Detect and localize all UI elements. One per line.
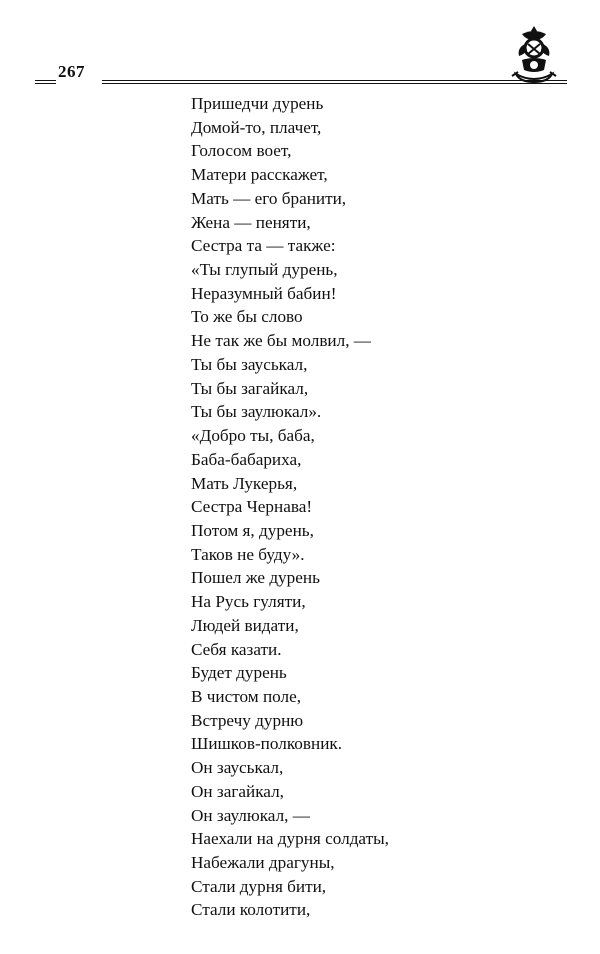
- verse-line: Баба-бабариха,: [191, 449, 302, 469]
- verse-line: Голосом воет,: [191, 141, 292, 161]
- verse-line: То же бы слово: [191, 307, 303, 327]
- verse-line: Встречу дурню: [191, 710, 304, 730]
- verse-line: Сестра та — также:: [191, 236, 336, 256]
- verse-line: «Ты глупый дурень,: [191, 260, 338, 280]
- verse-line: Пошел же дурень: [191, 568, 320, 588]
- verse-text: [191, 92, 389, 922]
- verse-line: Пришедчи дурень: [191, 94, 324, 113]
- verse-line: Матери расскажет,: [191, 165, 328, 185]
- verse-line: Жена — пеняти,: [191, 212, 311, 232]
- verse-line: Стали дурня бити,: [191, 876, 327, 896]
- verse-line: Он загайкал,: [191, 781, 284, 801]
- header-rule-thin: [35, 83, 567, 84]
- header-rule: [35, 80, 567, 81]
- verse-line: Не так же бы молвил, —: [191, 331, 371, 351]
- verse-line: Мать — его бранити,: [191, 188, 347, 208]
- verse-line: Себя казати.: [191, 639, 282, 659]
- verse-line: Людей видати,: [191, 615, 299, 635]
- verse-line: Шишков-полковник.: [191, 734, 343, 754]
- verse-line: В чистом поле,: [191, 686, 302, 706]
- verse-line: Сестра Чернава!: [191, 497, 313, 517]
- verse-line: На Русь гуляти,: [191, 592, 306, 612]
- verse-line: Ты бы зауськал,: [191, 354, 308, 374]
- verse-line: Домой-то, плачет,: [191, 117, 322, 137]
- verse-line: Он зауськал,: [191, 758, 284, 778]
- verse-line: Ты бы заулюкал».: [191, 402, 322, 422]
- verse-line: Набежали драгуны,: [191, 853, 335, 872]
- verse-line: Будет дурень: [191, 663, 287, 683]
- verse-line: Он заулюкал, —: [191, 805, 310, 825]
- verse-line: Стали колотити,: [191, 900, 311, 920]
- page-number: 267: [58, 62, 85, 81]
- verse-line: Потом я, дурень,: [191, 520, 314, 540]
- verse-line: Наехали на дурня солдаты,: [191, 829, 389, 849]
- verse-line: Ты бы загайкал,: [191, 378, 309, 398]
- verse-line: «Добро ты, баба,: [191, 426, 315, 446]
- ornament-icon: [508, 24, 560, 84]
- verse-line: Таков не буду».: [191, 544, 305, 564]
- verse-line: Мать Лукерья,: [191, 473, 298, 493]
- verse-line: Неразумный бабин!: [191, 283, 337, 303]
